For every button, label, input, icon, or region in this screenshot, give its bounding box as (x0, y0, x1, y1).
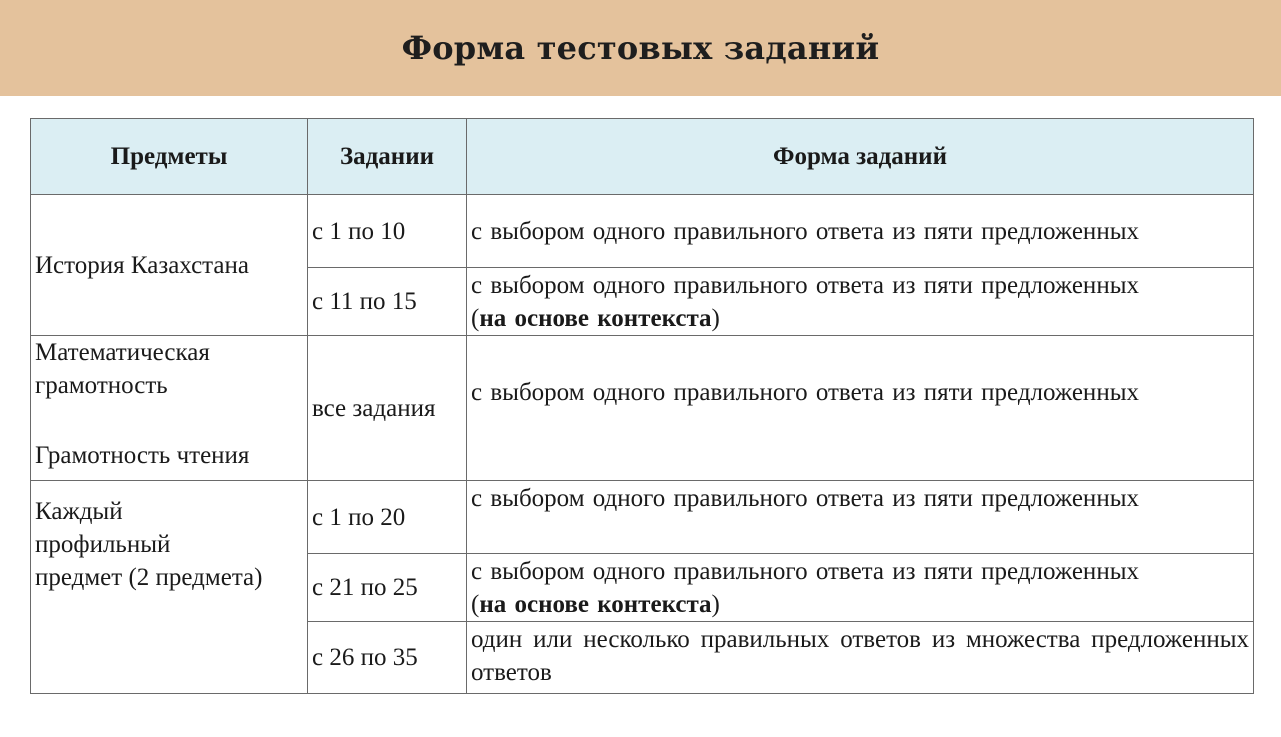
table-row (31, 195, 1254, 268)
subject-line: Грамотность чтения (35, 442, 250, 469)
tasks-cell: все задания (308, 336, 467, 481)
tasks-cell: с 1 по 20 (308, 481, 467, 554)
table-row (31, 481, 1254, 554)
header-form: Форма заданий (467, 119, 1254, 195)
close-paren: ) (711, 305, 720, 332)
close-paren: ) (711, 591, 720, 618)
subject-line: Математическая (35, 339, 210, 366)
subject-spacer (35, 402, 303, 439)
tasks-cell: с 11 по 15 (308, 268, 467, 336)
form-text: с выбором одного правильного ответа из пяти предложенных (471, 272, 1139, 299)
header-subjects: Предметы (31, 119, 308, 195)
page-title: Форма тестовых заданий (401, 29, 880, 67)
form-cell (467, 554, 1254, 622)
subject-line: предмет (2 предмета) (35, 564, 263, 591)
form-text: с выбором одного правильного ответа из пяти предложенных (471, 558, 1139, 585)
subject-cell-history: История Казахстана (31, 195, 308, 336)
context-note: на основе контекста (479, 591, 712, 618)
subject-line: грамотность (35, 372, 168, 399)
form-cell: с выбором одного правильного ответа из пяти предложенных (467, 336, 1254, 481)
form-cell (467, 268, 1254, 336)
open-paren: ( (471, 591, 480, 618)
form-cell: с выбором одного правильного ответа из пяти предложенных (467, 195, 1254, 268)
subject-cell-profile (31, 481, 308, 694)
form-cell: с выбором одного правильного ответа из пяти предложенных (467, 481, 1254, 554)
header-row (31, 119, 1254, 195)
open-paren: ( (471, 305, 480, 332)
tasks-cell: с 21 по 25 (308, 554, 467, 622)
subject-cell-literacy (31, 336, 308, 481)
title-banner (0, 0, 1281, 96)
tasks-cell: с 1 по 10 (308, 195, 467, 268)
subject-line: Каждый (35, 498, 123, 525)
subject-line: профильный (35, 531, 171, 558)
test-forms-table (30, 118, 1254, 694)
context-note: на основе контекста (479, 305, 712, 332)
form-cell: один или несколько правильных ответов из множества предложенных ответов (467, 622, 1254, 694)
tasks-cell: с 26 по 35 (308, 622, 467, 694)
table-row (31, 336, 1254, 481)
header-tasks: Задании (308, 119, 467, 195)
